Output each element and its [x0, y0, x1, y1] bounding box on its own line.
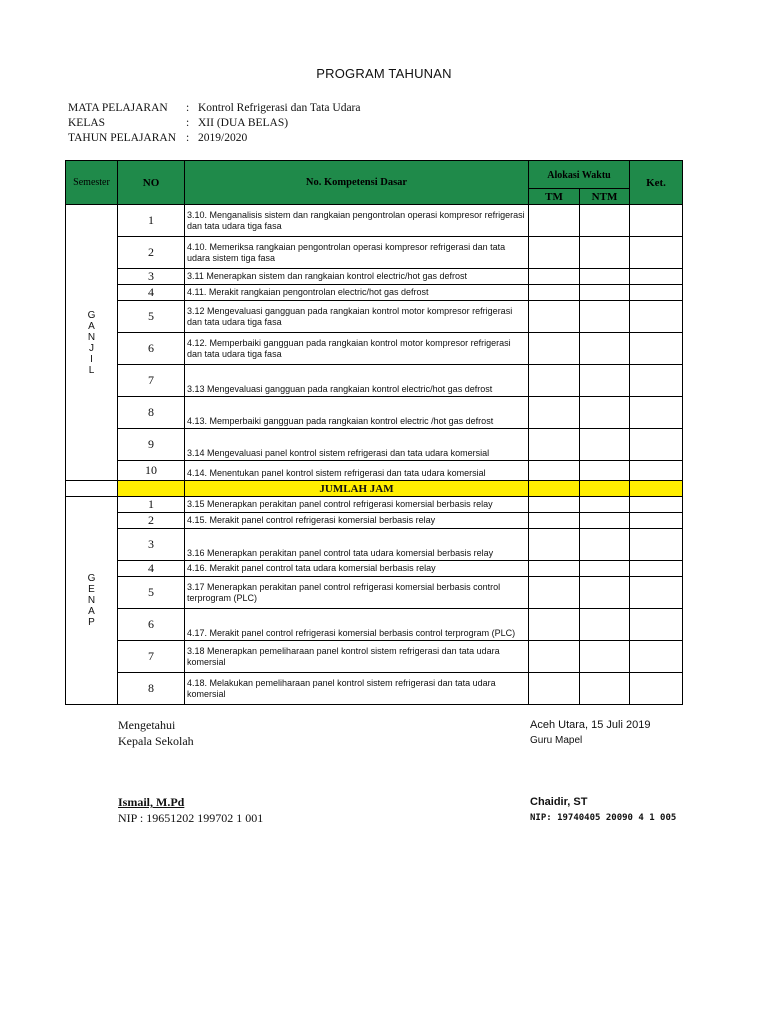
table-row: 10 4.14. Menentukan panel kontrol sistem refrigerasi dan tata udara komersial — [66, 461, 683, 481]
table-row: G A N J I L 1 3.10. Menganalisis sistem dan rangkaian pengontrolan operasi kompresor refrigerasi dan tata udara tiga fasa — [66, 205, 683, 237]
table-row: 8 4.18. Melakukan pemeliharaan panel kontrol sistem refrigerasi dan tata udara komersial — [66, 673, 683, 705]
place-date: Aceh Utara, 15 Juli 2019 — [530, 719, 651, 731]
header-no: NO — [118, 161, 185, 205]
kepala-sekolah-name: Ismail, M.Pd — [118, 795, 185, 809]
semester-ganjil-label: G A N J I L — [66, 205, 118, 481]
guru-mapel-name: Chaidir, ST — [530, 796, 588, 808]
guru-mapel-nip: NIP: 19740405 20090 4 1 005 — [530, 813, 677, 823]
semester-genap-label: G E N A P — [66, 497, 118, 705]
document-title: PROGRAM TAHUNAN — [316, 66, 452, 81]
info-value: 2019/2020 — [198, 132, 248, 144]
table-row: G E N A P 1 3.15 Menerapkan perakitan panel control refrigerasi komersial berbasis relay — [66, 497, 683, 513]
signature-left — [118, 717, 194, 749]
header-semester: Semester — [66, 161, 118, 205]
info-row-mata-pelajaran: MATA PELAJARAN : Kontrol Refrigerasi dan Tata Udara — [68, 102, 361, 114]
info-label: MATA PELAJARAN — [68, 102, 168, 114]
table-row: 7 3.18 Menerapkan pemeliharaan panel kontrol sistem refrigerasi dan tata udara komersial — [66, 641, 683, 673]
table-row: 4 4.16. Merakit panel control tata udara komersial berbasis relay — [66, 561, 683, 577]
header-ntm: NTM — [580, 189, 630, 205]
header-tm: TM — [529, 189, 580, 205]
table-row: 5 3.12 Mengevaluasi gangguan pada rangkaian kontrol motor kompresor refrigerasi dan tata udara tiga fasa — [66, 301, 683, 333]
table-row: 2 4.10. Memeriksa rangkaian pengontrolan operasi kompresor refrigerasi dan tata udara sistem tiga fasa — [66, 237, 683, 269]
info-value: Kontrol Refrigerasi dan Tata Udara — [198, 102, 361, 114]
kepala-sekolah-label: Kepala Sekolah — [118, 734, 194, 748]
info-value: XII (DUA BELAS) — [198, 117, 289, 129]
jumlah-jam-label: JUMLAH JAM — [185, 481, 529, 497]
header-alokasi-waktu: Alokasi Waktu — [529, 161, 630, 189]
table-row: 2 4.15. Merakit panel control refrigerasi komersial berbasis relay — [66, 513, 683, 529]
table-row: 3 3.11 Menerapkan sistem dan rangkaian kontrol electric/hot gas defrost — [66, 269, 683, 285]
table-row: 4 4.11. Merakit rangkaian pengontrolan electric/hot gas defrost — [66, 285, 683, 301]
program-table — [65, 160, 683, 705]
header-kompetensi-dasar: No. Kompetensi Dasar — [185, 161, 529, 205]
info-row-tahun-pelajaran: TAHUN PELAJARAN : 2019/2020 — [68, 132, 248, 144]
signature-right — [530, 717, 650, 749]
table-row: 7 3.13 Mengevaluasi gangguan pada rangkaian kontrol electric/hot gas defrost — [66, 365, 683, 397]
info-row-kelas: KELAS : XII (DUA BELAS) — [68, 117, 289, 129]
table-row: 6 4.12. Memperbaiki gangguan pada rangkaian kontrol motor kompresor refrigerasi dan tata udara tiga fasa — [66, 333, 683, 365]
header-ket: Ket. — [630, 161, 683, 205]
table-row: 8 4.13. Memperbaiki gangguan pada rangkaian kontrol electric /hot gas defrost — [66, 397, 683, 429]
table-row: 3 3.16 Menerapkan perakitan panel control tata udara komersial berbasis relay — [66, 529, 683, 561]
guru-mapel-label: Guru Mapel — [530, 735, 583, 746]
jumlah-jam-row — [66, 481, 683, 497]
mengetahui-label: Mengetahui — [118, 718, 176, 732]
kepala-sekolah-nip: NIP : 19651202 199702 1 001 — [118, 811, 264, 825]
info-label: TAHUN PELAJARAN — [68, 132, 177, 144]
info-label: KELAS — [68, 117, 106, 129]
table-row: 6 4.17. Merakit panel control refrigerasi komersial berbasis control terprogram (PLC) — [66, 609, 683, 641]
table-row: 9 3.14 Mengevaluasi panel kontrol sistem refrigerasi dan tata udara komersial — [66, 429, 683, 461]
table-row: 5 3.17 Menerapkan perakitan panel control refrigerasi komersial berbasis control terprogram (PLC) — [66, 577, 683, 609]
